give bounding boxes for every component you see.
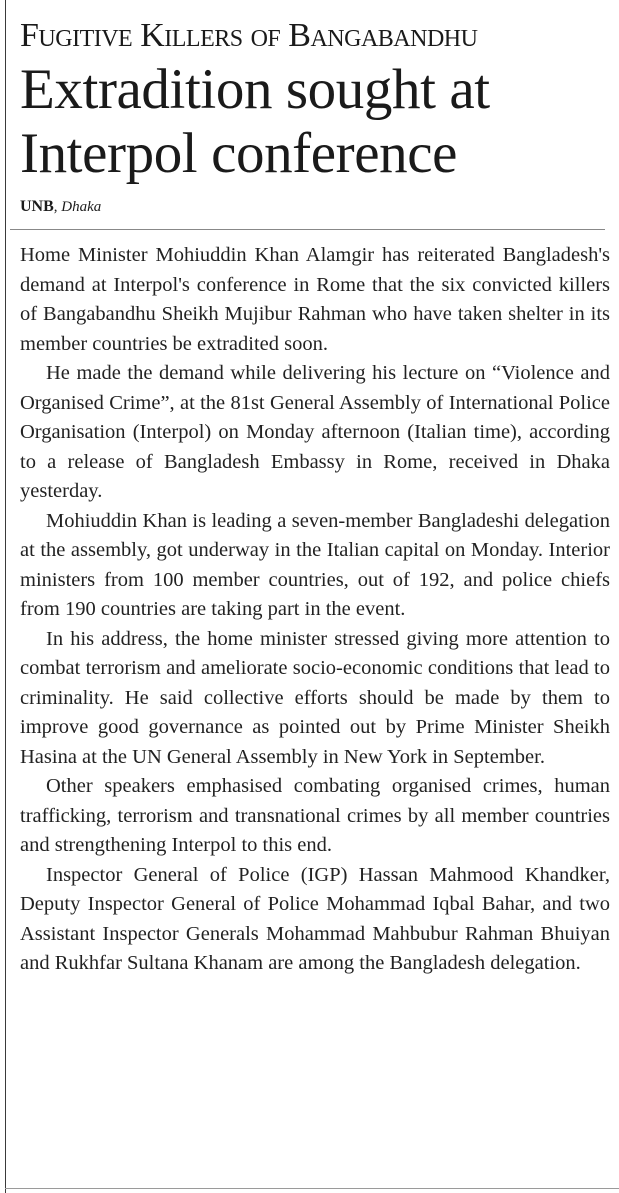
article-headline: Extradition sought at Interpol conference	[20, 58, 490, 185]
article-paragraph: He made the demand while delivering his lecture on “Violence and Organised Crime”, at the 81st General Assembly of International Police Organisation (Interpol) on Monday afternoon (Italian time), according to a release of Bangladesh Embassy in Rome, received in Dhaka yesterday.	[20, 362, 610, 502]
article-paragraph: Other speakers emphasised combating organised crimes, human trafficking, terrorism and transnational crimes by all member countries and strengthening Interpol to this end.	[20, 775, 610, 856]
byline-place: Dhaka	[61, 199, 102, 215]
article-paragraph: In his address, the home minister stressed giving more attention to combat terrorism and ameliorate socio-economic conditions that lead to criminality. He said collective efforts should be made by them to improve good governance as pointed out by Prime Minister Sheikh Hasina at the UN General Assembly in New York in September.	[20, 627, 610, 768]
article-byline	[20, 198, 610, 216]
article-paragraph: Inspector General of Police (IGP) Hassan Mahmood Khandker, Deputy Inspector General of Police Mohammad Iqbal Bahar, and two Assistant Inspector Generals Mohammad Mahbubur Rahman Bhuiyan and Rukhfar Sultana Khanam are among the Bangladesh delegation.	[20, 863, 610, 974]
article-body	[20, 241, 610, 979]
byline-separator: ,	[53, 199, 62, 215]
article-kicker: Fugitive Killers of Bangabandhu	[20, 17, 478, 54]
byline-divider	[10, 229, 605, 230]
article-paragraph: Home Minister Mohiuddin Khan Alamgir has reiterated Bangladesh's demand at Interpol's conference in Rome that the six convicted killers of Bangabandhu Sheikh Mujibur Rahman who have taken shelter in its member countries be extradited soon.	[20, 244, 610, 355]
byline-agency: UNB	[20, 198, 54, 215]
bottom-rule	[5, 1188, 619, 1189]
article-paragraph: Mohiuddin Khan is leading a seven-member Bangladeshi delegation at the assembly, got underway in the Italian capital on Monday. Interior ministers from 100 member countries, out of 192, and police chiefs from 190 countries are taking part in the event.	[20, 509, 610, 620]
column-rule	[5, 0, 6, 1193]
news-article	[20, 10, 610, 979]
